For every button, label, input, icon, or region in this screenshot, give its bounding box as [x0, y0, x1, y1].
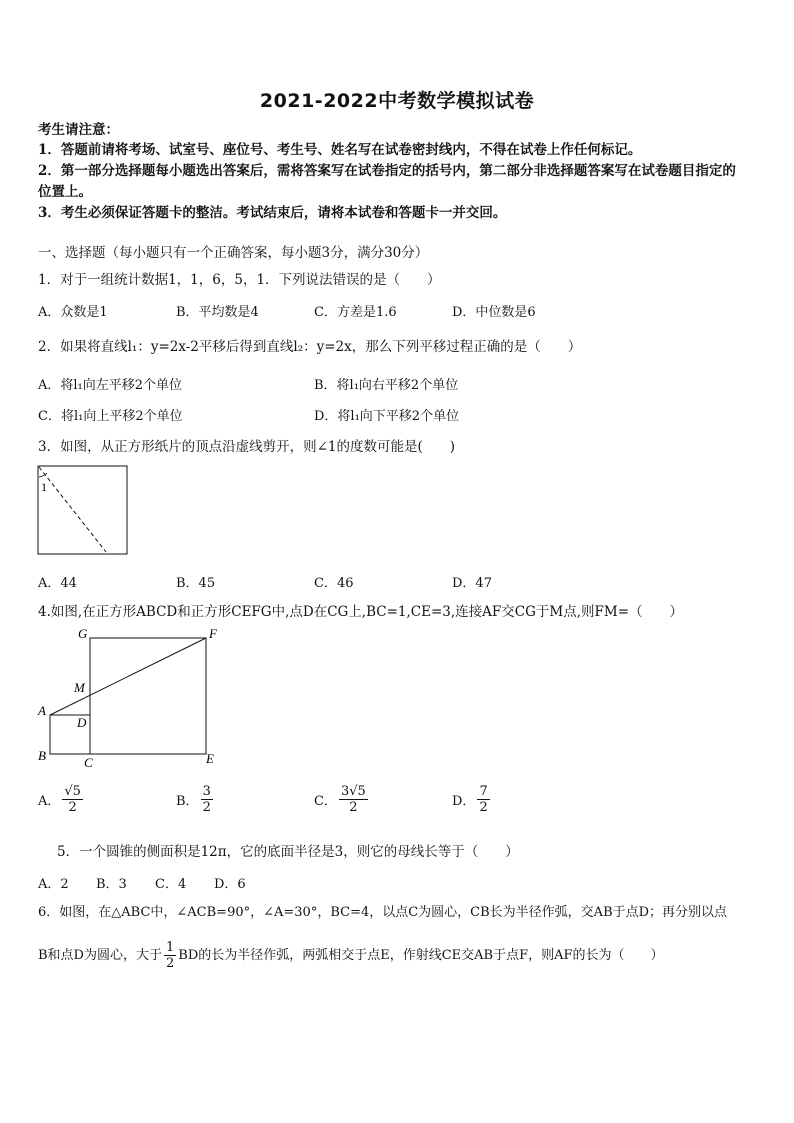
q2-stem: 2．如果将直线l₁：y=2x-2平移后得到直线l₂：y=2x，那么下列平移过程正确的是（ ） — [38, 339, 582, 355]
q3-option-d: D．47 — [452, 576, 492, 591]
q4-option-d: D． $\frac{7}{2}$ — [452, 784, 488, 815]
notice-heading: 考生请注意： — [38, 122, 119, 138]
q1-option-d: D．中位数是6 — [452, 305, 536, 320]
q1-option-c: C．方差是1.6 — [314, 305, 397, 320]
q1-option-b: B．平均数是4 — [176, 305, 259, 320]
q3-option-c: C．46 — [314, 576, 354, 591]
q4-option-c: C． $\frac{3√5}{2}$ — [314, 784, 366, 815]
q6-stem-line1: 6．如图，在△ABC中，∠ACB=90°，∠A=30°，BC=4，以点C为圆心，CB长为半径作弧，交AB于点D；再分别以点 — [38, 905, 728, 920]
notice-item-1: 1．答题前请将考场、试室号、座位号、考生号、姓名写在试卷密封线内，不得在试卷上作任何标记。 — [38, 142, 642, 158]
q4-squares-figure — [34, 624, 224, 772]
q3-option-b: B．45 — [176, 576, 216, 591]
q4-label-g: G — [78, 626, 88, 641]
q2-option-d: D．将l₁向下平移2个单位 — [314, 409, 460, 424]
q4-stem: 4.如图,在正方形ABCD和正方形CEFG中,点D在CG上,BC=1,CE=3,连接AF交CG于M点,则FM=（ ） — [38, 604, 684, 620]
q5-option-b: B．3 — [96, 877, 127, 892]
q5-option-a: A．2 — [38, 877, 69, 892]
q4-label-c: C — [84, 755, 93, 770]
q6-stem-line2: B和点D为圆心，大于 $\frac{1}{2}$ BD的长为半径作弧，两弧相交于点E，作射线CE交AB于点F，则AF的长为（ ） — [38, 940, 664, 971]
q4-option-b: B． $\frac{3}{2}$ — [176, 784, 211, 815]
q2-option-b: B．将l₁向右平移2个单位 — [314, 378, 459, 393]
q3-angle-label: 1 — [41, 480, 47, 494]
q3-option-a: A．44 — [38, 576, 77, 591]
notice-item-3: 3．考生必须保证答题卡的整洁。考试结束后，请将本试卷和答题卡一并交回。 — [38, 205, 507, 221]
q4-label-d: D — [77, 715, 87, 730]
q3-square-figure — [36, 464, 131, 558]
q4-label-e: E — [206, 751, 214, 766]
notice-item-2-cont: 位置上。 — [38, 184, 92, 200]
q1-option-a: A．众数是1 — [38, 305, 108, 320]
q4-label-f: F — [209, 626, 217, 641]
page-title: 2021-2022中考数学模拟试卷 — [259, 90, 535, 112]
q5-option-d: D．6 — [214, 877, 246, 892]
q4-label-m: M — [74, 680, 85, 695]
q2-option-c: C．将l₁向上平移2个单位 — [38, 409, 183, 424]
q3-stem: 3．如图，从正方形纸片的顶点沿虚线剪开，则∠1的度数可能是( ) — [38, 439, 456, 455]
q5-stem: 5．一个圆锥的侧面积是12π，它的底面半径是3，则它的母线长等于（ ） — [57, 844, 519, 860]
q4-label-b: B — [38, 748, 46, 763]
notice-item-2: 2．第一部分选择题每小题选出答案后，需将答案写在试卷指定的括号内，第二部分非选择题答案写在试卷题目指定的 — [38, 163, 736, 179]
q1-stem: 1．对于一组统计数据1，1，6，5，1．下列说法错误的是（ ） — [38, 272, 441, 288]
q5-option-c: C．4 — [155, 877, 187, 892]
section-heading: 一、选择题（每小题只有一个正确答案，每小题3分，满分30分） — [38, 245, 429, 261]
q4-label-a: A — [38, 703, 46, 718]
q4-option-a: A． $\frac{√5}{2}$ — [38, 784, 81, 815]
q2-option-a: A．将l₁向左平移2个单位 — [38, 378, 183, 393]
